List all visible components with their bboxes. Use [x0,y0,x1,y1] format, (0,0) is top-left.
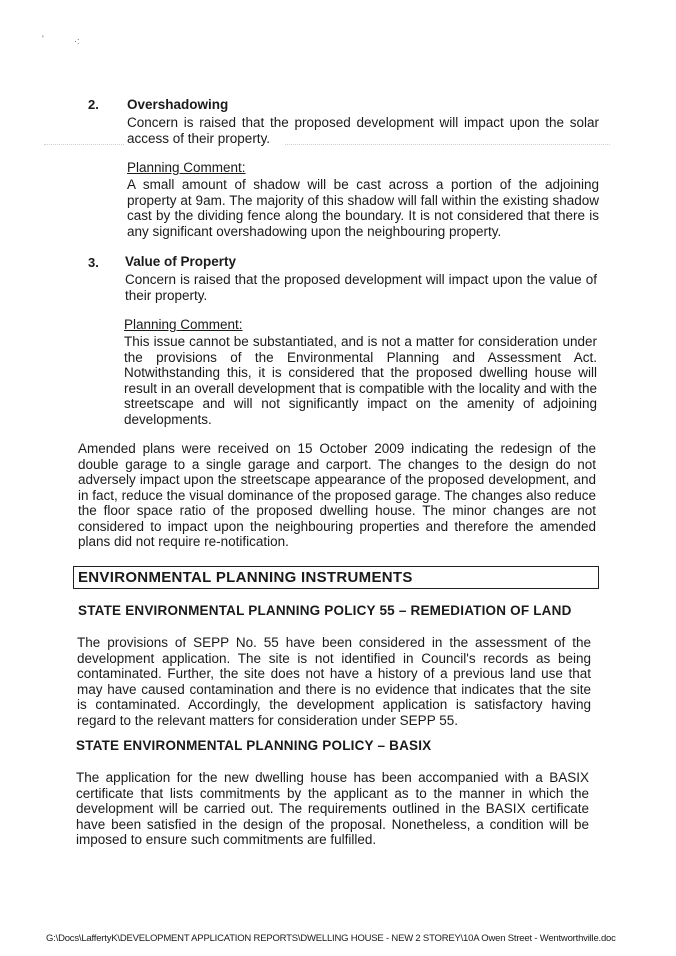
section-heading: Overshadowing [127,97,229,112]
section-heading: Value of Property [125,254,237,269]
planning-comment-label: Planning Comment: [124,317,243,332]
footer-file-path: G:\Docs\LaffertyK\DEVELOPMENT APPLICATION REPORTS\DWELLING HOUSE - NEW 2 STOREY\10A Owen Street - Wentworthville.doc [46,933,616,944]
amended-plans-paragraph: Amended plans were received on 15 October 2009 indicating the redesign of the double garage to a single garage and carport. The changes to the design do not adversely impact upon the streetscape appearance of the proposed development, and in fact, reduce the visual dominance of the proposed garage. The changes also reduce the floor space ratio of the proposed dwelling house. The minor changes are not considered to impact upon the neighbouring properties and therefore the amended plans did not require re-notification. [78,441,596,549]
scan-mark-right: ·: [74,36,80,46]
basix-text: The application for the new dwelling house has been accompanied with a BASIX certificate that lists commitments by the applicant as to the manner in which the development will be carried out. The requirements outlined in the BASIX certificate have been satisfied in the design of the proposal. Nonetheless, a condition will be imposed to ensure such commitments are fulfilled. [76,770,589,847]
planning-comment-text: This issue cannot be substantiated, and is not a matter for consideration under the provisions of the Environmental Planning and Assessment Act. Notwithstanding this, it is considered that the proposed dwelling house will result in an overall development that is compatible with the locality and with the streetscape and will not significantly impact on the amenity of adjoining developments. [124,334,597,427]
section-heading-title: ENVIRONMENTAL PLANNING INSTRUMENTS [78,569,413,586]
scan-dots [285,144,610,145]
scan-dots [44,144,124,145]
concern-text: Concern is raised that the proposed development will impact upon the value of their property. [125,272,597,303]
section-number: 2. [88,97,99,112]
section-heading-box [73,566,599,589]
planning-comment-text: A small amount of shadow will be cast across a portion of the adjoining property at 9am. The majority of this shadow will fall within the existing shadow cast by the dividing fence along the boundary. It is not considered that there is any significant overshadowing upon the neighbouring property. [127,177,599,239]
section-number: 3. [88,255,99,270]
concern-text: Concern is raised that the proposed development will impact upon the solar access of their property. [127,115,599,146]
basix-heading: STATE ENVIRONMENTAL PLANNING POLICY – BASIX [76,738,432,753]
sepp55-text: The provisions of SEPP No. 55 have been considered in the assessment of the development application. The site is not identified in Council's records as being contaminated. Further, the site does not have a history of a previous land use that may have caused contamination and there is no evidence that indicates that the site is contaminated. Accordingly, the development application is satisfactory having regard to the relevant matters for consideration under SEPP 55. [77,635,591,728]
sepp55-heading: STATE ENVIRONMENTAL PLANNING POLICY 55 – REMEDIATION OF LAND [78,603,572,618]
planning-comment-label: Planning Comment: [127,160,246,175]
scan-mark-left: ' [42,34,44,44]
